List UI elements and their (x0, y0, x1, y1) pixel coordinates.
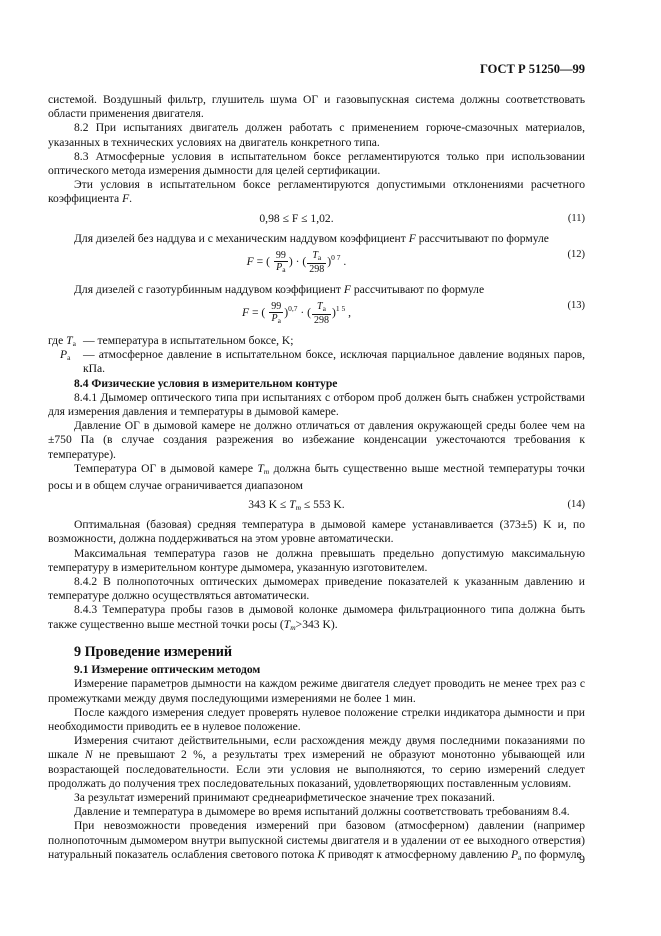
paragraph-continuation: системой. Воздушный фильтр, глушитель шума ОГ и газовыпускная система должны соответствовать области применения двигателя. (48, 93, 585, 121)
paragraph-reduction: При невозможности проведения измерений при базовом (атмосферном) давлении (например полнопоточным дымомером внутри выпускной системы двигателя и в удалении от ее выходного отверстия) натуральный показатель ослабления светового потока K приводят к атмосферному давлению $P_a$ по формуле (48, 819, 585, 862)
equation-12 (48, 246, 585, 283)
definition-pa: $P_a$ — атмосферное давление в испытательном боксе, исключая парциальное давление водяных паров, кПа. (60, 348, 585, 376)
paragraph-8-4-2: 8.4.2 В полнопоточных оптических дымомерах приведение показателей к указанным давлению и температуре должно осуществляться автоматически. (48, 575, 585, 603)
paragraph-requirements: Давление и температура в дымомере во время испытаний должны соответствовать требованиям 8.4. (74, 805, 570, 819)
paragraph-formula-13-intro: Для дизелей с газотурбинным наддувом коэффициент F рассчитывают по формуле (74, 282, 485, 296)
paragraph-8-4-1: 8.4.1 Дымомер оптического типа при испытаниях с отбором проб должен быть снабжен устройствами для измерения давления и температуры в дымовой камере. (48, 390, 585, 419)
definition-ta: где $T_a$ — температура в испытательном боксе, K; (48, 334, 294, 349)
section-9-heading: 9 Проведение измерений (74, 643, 233, 660)
paragraph-temperature: Температура ОГ в дымовой камере $T_m$ должна быть существенно выше местной температуры точки росы и в общем случае ограничивается диапазоном (48, 461, 585, 493)
equation-14-body: 343 $K \le T_m \le 553$ K. (248, 498, 345, 513)
document-code-header: ГОСТ Р 51250—99 (479, 62, 585, 76)
paragraph-conditions: Эти условия в испытательном боксе регламентируются допустимыми отклонениями расчетного коэффициента F. (48, 178, 585, 206)
fraction-99-over-pa: $\frac{99}{P_a}$ (275, 249, 286, 274)
section-9-1-heading: 9.1 Измерение оптическим методом (74, 663, 261, 677)
page-body (48, 93, 585, 865)
equation-11 (48, 207, 585, 232)
paragraph-optimal-temperature: Оптимальная (базовая) средняя температура в дымовой камере устанавливается (373±5) K и, по возможности, должна поддерживаться на этом уровне автоматически. (48, 518, 585, 546)
paragraph-8-2: 8.2 При испытаниях двигатель должен работать с применением горюче-смазочных материалов, указанных в технических условиях на двигатель конкретного типа. (48, 121, 585, 149)
fraction-ta-over-298: $\frac{T_a}{298}$ (309, 249, 325, 275)
paragraph-9-1-measurements: Измерение параметров дымности на каждом режиме двигателя следует проводить не менее трех раз с промежутками между двумя последующими измерениями не более 1 мин. (48, 677, 585, 705)
section-8-4-heading: 8.4 Физические условия в измерительном контуре (74, 376, 338, 390)
paragraph-8-4-3: 8.4.3 Температура пробы газов в дымовой колонке дымомера фильтрационного типа должна быть также существенно выше местной точки росы ($T_m>343$ K). (48, 603, 585, 632)
paragraph-pressure: Давление ОГ в дымовой камере не должно отличаться от давления окружающей среды более чем на ±750 Па (в случае создания разрежения во избежание конденсации ужесточаются требования к температуре). (48, 419, 585, 461)
equation-14-number: (14) (567, 499, 585, 511)
equation-13-number: (13) (567, 300, 585, 312)
paragraph-zero-check: После каждого измерения следует проверять нулевое положение стрелки индикатора дымности и при необходимости приводить ее в нулевое положение. (48, 705, 585, 733)
paragraph-8-3: 8.3 Атмосферные условия в испытательном боксе регламентируются только при использовании оптического метода измерения дымности для целей сертификации. (48, 149, 585, 178)
paragraph-validity: Измерения считают действительными, если расхождения между двумя последними показаниями по шкале N не превышают 2 %, а результаты трех измерений не образуют монотонно убывающей или возрастающей последовательности. Если эти условия не выполняются, то серию измерений следует продолжать до получения трех последовательных показаний, удовлетворяющих поставленным условиям. (48, 734, 585, 790)
equation-12-number: (12) (567, 248, 585, 260)
equation-11-number: (11) (567, 212, 585, 224)
equation-14 (48, 493, 585, 518)
equation-13-body: F = ( $\frac{99}{P_a}$ )$^{0,7}$ · ( $\frac{T_a}{298}$ )$^{1 5}$ , (241, 301, 352, 327)
fraction-99-over-pa: $\frac{99}{P_a}$ (271, 301, 282, 326)
page-number: 9 (579, 852, 585, 866)
paragraph-max-temperature: Максимальная температура газов не должна превышать предельно допустимую максимальную температуру в измерительном контуре дымомера, указанную изготовителем. (48, 546, 585, 574)
equation-11-body: 0,98 ≤ F ≤ 1,02. (259, 211, 334, 225)
fraction-ta-over-298: $\frac{T_a}{298}$ (313, 301, 329, 327)
paragraph-result: За результат измерений принимают среднеарифметическое значение трех показаний. (74, 790, 495, 804)
paragraph-formula-12-intro: Для дизелей без наддува и с механическим наддувом коэффициент F рассчитывают по формуле (74, 231, 549, 245)
equation-12-body: F = ( $\frac{99}{P_a}$ ) · ( $\frac{T_a}{298}$ )$^{0 7}$ . (246, 249, 347, 275)
equation-13 (48, 297, 585, 334)
